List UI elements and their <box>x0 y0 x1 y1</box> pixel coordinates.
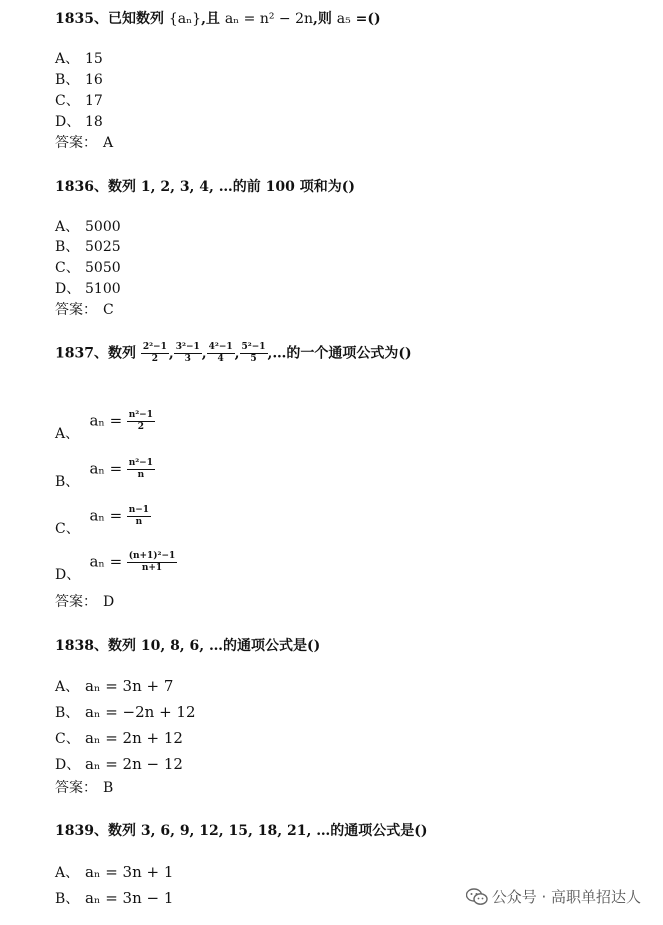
option-c <box>55 505 151 538</box>
option-c <box>55 728 183 748</box>
option-value: 5025 <box>85 239 121 255</box>
answer-value: A <box>103 135 114 151</box>
fraction-numerator: (n+1)²−1 <box>128 551 176 561</box>
fraction-rhs <box>127 551 178 574</box>
option-letter: C、 <box>55 520 80 537</box>
option-d <box>55 551 177 584</box>
option-letter: C、 <box>55 260 80 276</box>
answer-value: C <box>103 302 114 318</box>
option-value: 5050 <box>85 260 121 276</box>
sequence-symbol: {aₙ} <box>168 11 202 27</box>
option-value: 5100 <box>85 281 121 297</box>
connector-text: ,则 <box>313 11 332 27</box>
option-value: 16 <box>85 72 103 88</box>
option-letter: D、 <box>55 566 81 583</box>
question-1837: 1837、数列 $\frac{\text{2²−1}}{2}$ , $\frac{\text{3²−1}}{3}$ , $\frac{\text{4²−1}}{4}$ , $\frac{\text{5²−1}}{5}$ ,…的一个通项公式为() <box>55 342 412 364</box>
question-1838: 1838、数列 10, 8, 6, …的通项公式是() <box>55 638 321 654</box>
fraction-denominator: 4 <box>217 354 224 364</box>
option-letter: C、 <box>55 731 80 747</box>
option-formula: aₙ = 3n − 1 <box>85 889 174 907</box>
option-b <box>55 236 121 256</box>
option-letter: B、 <box>55 891 80 907</box>
answer <box>55 132 113 152</box>
option-letter: A、 <box>55 219 80 235</box>
option-a <box>55 862 173 882</box>
option-b <box>55 888 173 908</box>
option-formula: aₙ = −2n + 12 <box>85 703 196 721</box>
option-value: 17 <box>85 93 103 109</box>
answer-label: 答案： <box>55 302 97 318</box>
answer <box>55 299 114 319</box>
question-number: 1835、已知数列 <box>55 11 164 27</box>
option-letter: B、 <box>55 239 80 255</box>
question-tail: ,…的一个通项公式为() <box>267 345 412 362</box>
option-a <box>55 676 173 696</box>
fraction-numerator: 2²−1 <box>142 342 167 352</box>
question-number: 1837、数列 <box>55 345 136 362</box>
option-b <box>55 702 196 722</box>
option-a <box>55 410 155 443</box>
formula: aₙ = n² − 2n <box>224 11 314 27</box>
option-letter: D、 <box>55 281 81 297</box>
option-c <box>55 257 121 277</box>
option-c <box>55 90 103 110</box>
option-value: 15 <box>85 51 103 67</box>
option-letter: D、 <box>55 114 81 130</box>
fraction-numerator: n²−1 <box>128 458 153 468</box>
answer-label: 答案： <box>55 594 97 610</box>
answer <box>55 591 114 611</box>
option-letter: B、 <box>55 473 80 490</box>
fraction-rhs <box>127 505 151 528</box>
answer-label: 答案： <box>55 780 97 796</box>
formula-lhs: aₙ = <box>89 552 123 571</box>
question-1836: 1836、数列 1, 2, 3, 4, …的前 100 项和为() <box>55 179 356 195</box>
formula-lhs: aₙ = <box>89 506 123 525</box>
watermark <box>466 886 641 907</box>
option-formula: aₙ = 3n + 1 <box>85 863 174 881</box>
wechat-icon <box>466 888 488 906</box>
answer-label: 答案： <box>55 135 97 151</box>
fraction-numerator: n−1 <box>128 505 150 515</box>
formula-lhs: aₙ = <box>89 459 123 478</box>
connector-text: ,且 <box>201 11 220 27</box>
option-d <box>55 278 121 298</box>
fraction-numerator: 3²−1 <box>175 342 200 352</box>
fraction-term <box>141 342 169 365</box>
target-term: a₅ <box>336 11 351 27</box>
option-letter: A、 <box>55 679 80 695</box>
formula-lhs: aₙ = <box>89 411 123 430</box>
option-d <box>55 111 103 131</box>
watermark-text: 公众号 · 高职单招达人 <box>491 888 641 906</box>
option-formula: aₙ = 2n − 12 <box>85 755 183 773</box>
fraction-denominator: n+1 <box>141 563 163 573</box>
answer <box>55 777 113 797</box>
option-letter: A、 <box>55 51 80 67</box>
fraction-rhs <box>127 410 155 433</box>
option-value: 18 <box>85 114 103 130</box>
fraction-term <box>207 342 235 365</box>
fraction-term <box>240 342 268 365</box>
fraction-rhs <box>127 458 155 481</box>
question-1839: 1839、数列 3, 6, 9, 12, 15, 18, 21, …的通项公式是() <box>55 823 428 839</box>
option-a <box>55 216 121 236</box>
option-letter: A、 <box>55 425 80 442</box>
answer-value: D <box>103 594 115 610</box>
fraction-numerator: n²−1 <box>128 410 153 420</box>
option-d <box>55 754 183 774</box>
answer-value: B <box>103 780 114 796</box>
question-1835 <box>55 8 381 28</box>
option-letter: A、 <box>55 865 80 881</box>
option-formula: aₙ = 3n + 7 <box>85 677 174 695</box>
fraction-denominator: 5 <box>250 354 257 364</box>
option-letter: C、 <box>55 93 80 109</box>
fraction-numerator: 5²−1 <box>241 342 266 352</box>
option-letter: B、 <box>55 705 80 721</box>
fraction-denominator: n <box>135 517 143 527</box>
option-b <box>55 69 103 89</box>
fraction-denominator: 2 <box>151 354 158 364</box>
fraction-numerator: 4²−1 <box>208 342 233 352</box>
fraction-term <box>174 342 202 365</box>
option-letter: B、 <box>55 72 80 88</box>
option-a <box>55 48 103 68</box>
fraction-denominator: 3 <box>184 354 191 364</box>
option-formula: aₙ = 2n + 12 <box>85 729 183 747</box>
option-letter: D、 <box>55 757 81 773</box>
fraction-denominator: 2 <box>137 422 144 432</box>
fraction-denominator: n <box>137 470 145 480</box>
question-tail: =() <box>355 11 381 27</box>
option-value: 5000 <box>85 219 121 235</box>
option-b <box>55 458 155 491</box>
